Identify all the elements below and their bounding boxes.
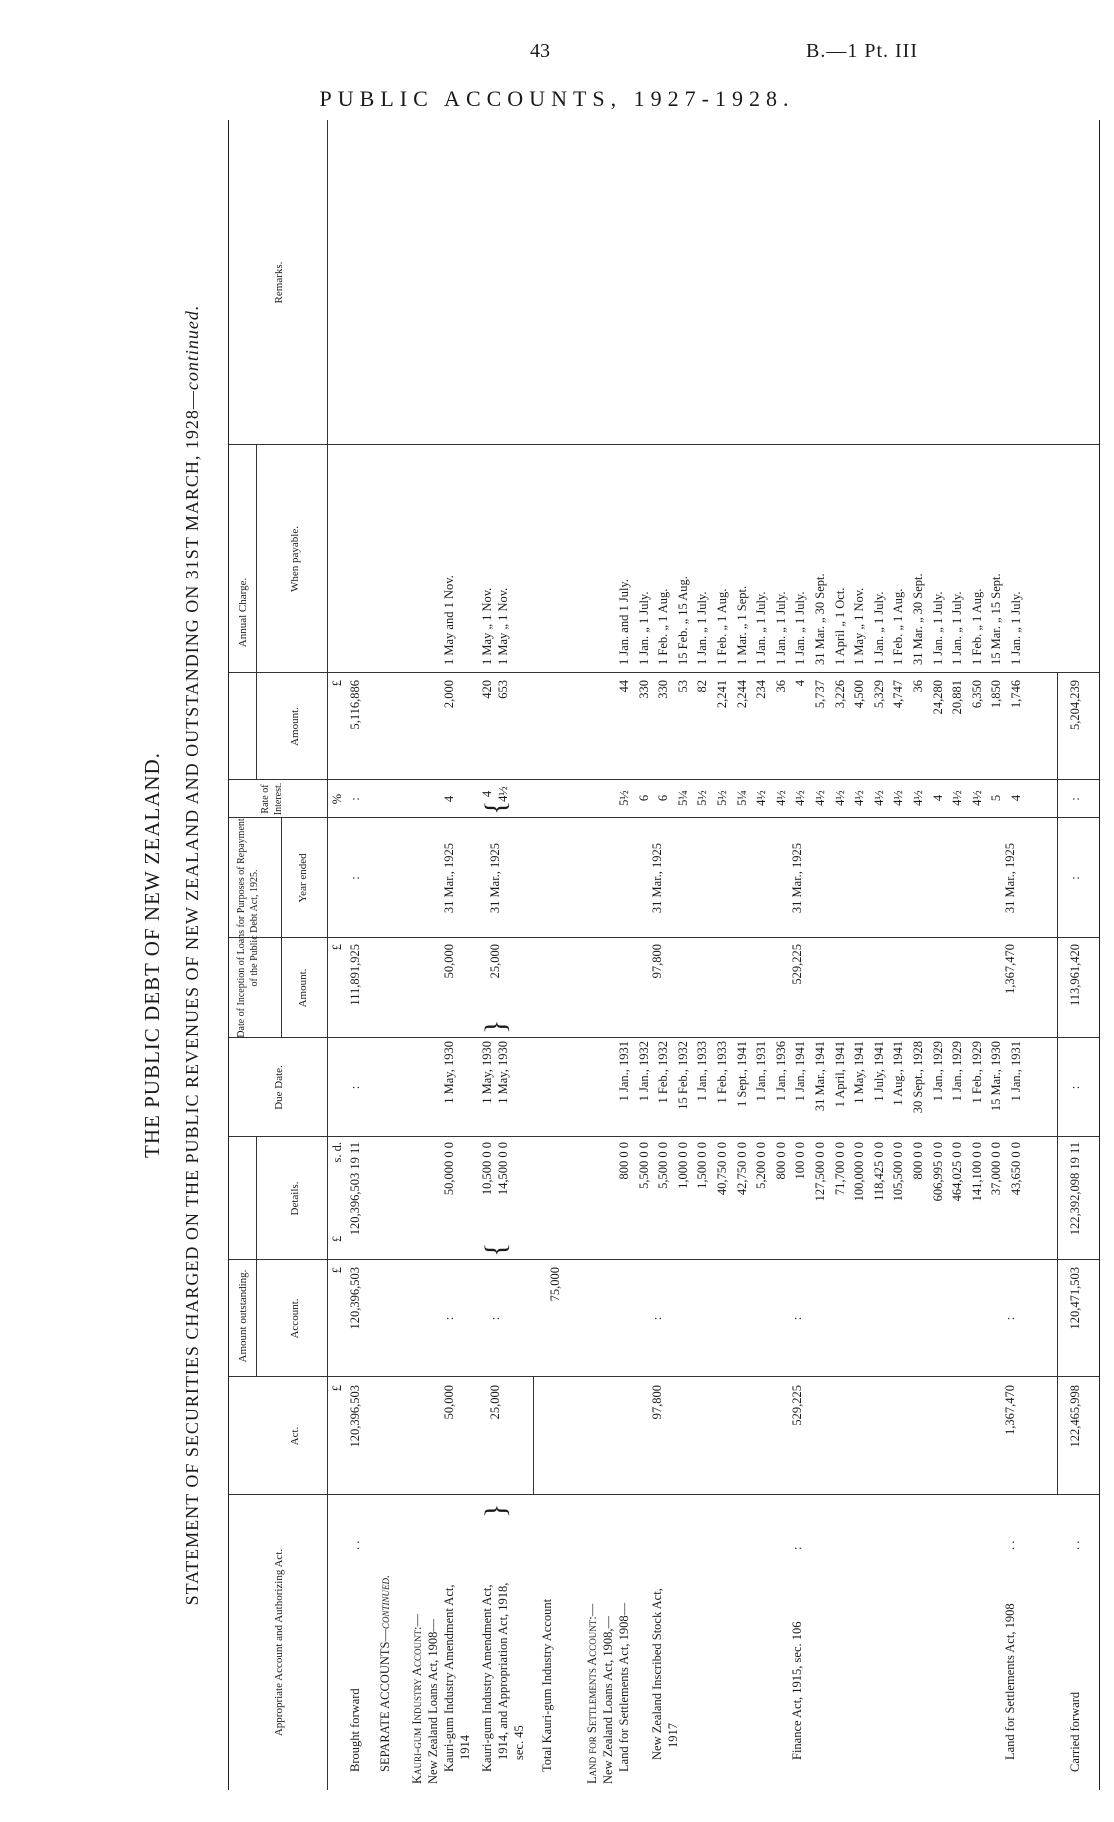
land-row-annual: 4 <box>793 680 808 687</box>
land-row-when: 1 Feb. „ 1 Aug. <box>891 588 906 665</box>
kauri-row2-act: 25,000 <box>488 1385 502 1420</box>
land-row-annual: 53 <box>675 680 690 693</box>
land-row-rate: 4½ <box>832 790 847 806</box>
column-header-account-col: Account. <box>289 1298 301 1339</box>
kauri-row1-due: 1 May, 1930 <box>442 1041 456 1104</box>
land-row-due: 1 Feb., 1929 <box>969 1041 984 1104</box>
land-row-details: 800 0 0 <box>773 1142 788 1180</box>
carried-forward-rate: : <box>1068 797 1082 801</box>
land-row-details: 5,500 0 0 <box>656 1142 671 1189</box>
leader-dots: . . <box>1003 1540 1017 1550</box>
column-header-when-payable: When payable. <box>289 526 301 592</box>
separate-accounts-heading <box>377 1575 394 1772</box>
land-group-act: 97,800 <box>650 1385 664 1420</box>
land-row-annual: 20,881 <box>950 680 965 715</box>
land-row-when: 1 Feb. „ 1 Aug. <box>656 588 671 665</box>
land-row-details: 5,500 0 0 <box>636 1142 651 1189</box>
kauri-row2-rate: 4½ <box>496 786 510 802</box>
land-act: New Zealand Loans Act, 1908,— <box>601 1615 615 1784</box>
land-act: 1917 <box>666 1723 680 1748</box>
subtitle-text: STATEMENT OF SECURITIES CHARGED ON THE PUBLIC REVENUES OF NEW ZEALAND AND OUTSTANDING ON 31ST MARCH, 1928— <box>182 390 202 1606</box>
brace-icon: } <box>479 1019 512 1034</box>
land-row-when: 1 Jan. „ 1 July. <box>793 591 808 665</box>
land-row-annual: 82 <box>695 680 710 693</box>
carried-forward-act: 122,465,998 <box>1068 1385 1082 1448</box>
land-row-due: 1 Feb., 1932 <box>656 1041 671 1104</box>
land-row-when: 1 Jan. „ 1 July. <box>695 591 710 665</box>
land-row-annual: 3,226 <box>832 680 847 709</box>
land-row-annual: 330 <box>656 680 671 699</box>
kauri-row2-inception: 25,000 <box>488 944 502 979</box>
kauri-row2-rate: 4 <box>480 790 494 798</box>
land-row-rate: 4½ <box>793 790 808 806</box>
land-row-annual: 234 <box>754 680 769 699</box>
land-row-due: 1 Jan., 1936 <box>773 1041 788 1102</box>
land-group-year: 31 Mar., 1925 <box>650 842 664 914</box>
kauri-row2-details: 14,500 0 0 <box>496 1142 510 1196</box>
land-row-when: 1 Jan. and 1 July. <box>617 579 631 665</box>
land-row-annual: 330 <box>636 680 651 699</box>
brought-forward-inception: 111,891,925 <box>348 944 362 1006</box>
column-header-annual-charge: Annual Charge. <box>237 577 249 648</box>
brought-forward-annual: 5,116,886 <box>348 680 362 730</box>
column-header-inception: Date of Inception of Loans for Purposes of Repayment of the Public Debt Act, 1925. <box>236 818 260 1038</box>
leader-dots: . . <box>1068 1540 1082 1550</box>
land-row-due: 1 Jan., 1931 <box>617 1041 631 1102</box>
kauri-row1-when: 1 May and 1 Nov. <box>442 575 456 665</box>
carried-forward-label: Carried forward <box>1068 1691 1082 1772</box>
kauri-row1-account: : <box>442 1316 456 1321</box>
land-row-due: 1 Feb., 1933 <box>715 1041 729 1104</box>
land-row-details: 37,000 0 0 <box>989 1142 1004 1196</box>
rotated-table-sheet <box>140 120 1105 1790</box>
carried-forward-account: 120,471,503 <box>1068 1267 1082 1330</box>
land-row-rate: 4½ <box>754 790 769 806</box>
land-row-due: 1 Jan., 1929 <box>950 1041 965 1102</box>
land-row-due: 1 Aug., 1941 <box>891 1041 906 1106</box>
land-row-rate: 4½ <box>969 790 984 806</box>
column-header-details: Details. <box>289 1181 301 1216</box>
kauri-act: 1914, and Appropriation Act, 1918, <box>496 1582 510 1760</box>
brought-forward-account: 120,396,503 <box>348 1267 362 1330</box>
kauri-total-label: Total Kauri-gum Industry Account <box>540 1598 554 1772</box>
land-row-when: 1 Jan. „ 1 July. <box>930 591 945 665</box>
land-row-when: 31 Mar. „ 30 Sept. <box>813 573 827 665</box>
kauri-act: sec. 45 <box>512 1725 526 1760</box>
land-row-rate: 4 <box>930 794 945 802</box>
land-row-annual: 1,746 <box>1009 680 1023 709</box>
land-row-rate: 4½ <box>891 790 906 806</box>
unit-pound: £ <box>330 680 344 687</box>
land-row-details: 606,995 0 0 <box>930 1142 945 1202</box>
land-row-when: 1 Jan. „ 1 July. <box>773 591 788 665</box>
page-heading: PUBLIC ACCOUNTS, 1927-1928. <box>319 86 795 111</box>
kauri-act: Kauri-gum Industry Amendment Act, <box>480 1584 494 1772</box>
land-group-year: 31 Mar., 1925 <box>1003 842 1017 914</box>
land-row-annual: 4,747 <box>891 680 906 709</box>
land-row-details: 42,750 0 0 <box>734 1142 749 1196</box>
land-row-due: 1 Jan., 1931 <box>754 1041 769 1102</box>
carried-forward-details: 122,392,098 19 11 <box>1068 1142 1082 1236</box>
land-row-rate: 5½ <box>695 790 710 806</box>
land-row-annual: 1,850 <box>989 680 1004 709</box>
land-row-details: 105,500 0 0 <box>891 1142 906 1202</box>
brace-icon: { <box>479 1242 512 1257</box>
land-row-details: 43,650 0 0 <box>1009 1142 1023 1196</box>
column-header-year-ended: Year ended <box>297 853 309 903</box>
kauri-row2-annual: 653 <box>496 680 510 699</box>
land-row-details: 100 0 0 <box>793 1142 808 1180</box>
land-row-rate: 5½ <box>617 790 631 806</box>
land-row-due: 30 Sept., 1928 <box>911 1041 925 1114</box>
land-row-when: 15 Mar. „ 15 Sept. <box>989 573 1004 665</box>
kauri-row2-details: 10,500 0 0 <box>480 1142 494 1196</box>
table-subtitle <box>182 120 203 1790</box>
land-row-rate: 6 <box>656 794 671 802</box>
land-act: New Zealand Inscribed Stock Act, <box>650 1588 664 1760</box>
land-row-due: 15 Mar., 1930 <box>989 1041 1004 1112</box>
kauri-row2-due: 1 May, 1930 <box>480 1041 494 1104</box>
land-row-when: 1 April „ 1 Oct. <box>832 587 847 665</box>
land-row-due: 1 May, 1941 <box>852 1041 867 1104</box>
land-row-annual: 2,241 <box>715 680 729 709</box>
land-row-due: 1 April, 1941 <box>832 1041 847 1108</box>
kauri-act: 1914 <box>458 1735 472 1760</box>
carried-forward-due: : <box>1068 1085 1082 1090</box>
document-reference: B.—1 Pt. III <box>806 40 918 62</box>
carried-forward-inception: 113,961,420 <box>1068 944 1082 1007</box>
unit-sd: s. d. <box>330 1142 344 1163</box>
kauri-row2-year: 31 Mar., 1925 <box>488 842 502 914</box>
land-group-account: : <box>1003 1316 1017 1321</box>
land-row-rate: 4½ <box>813 790 827 806</box>
land-row-due: 1 Jan., 1929 <box>930 1041 945 1102</box>
unit-pound: £ <box>330 944 344 951</box>
land-row-annual: 24,280 <box>930 680 945 715</box>
brought-forward-rate: : <box>348 797 362 801</box>
land-row-rate: 5 <box>989 794 1004 802</box>
column-header-due-date: Due Date. <box>273 1065 285 1110</box>
land-row-annual: 4,500 <box>852 680 867 709</box>
land-row-rate: 4½ <box>871 790 886 806</box>
leader-dots: : <box>790 1546 804 1550</box>
kauri-row2-annual: 420 <box>480 680 494 699</box>
land-row-due: 1 July, 1941 <box>871 1041 886 1102</box>
brought-forward-label: Brought forward <box>348 1688 362 1772</box>
land-group-year: 31 Mar., 1925 <box>790 842 804 914</box>
land-row-when: 1 Jan. „ 1 July. <box>754 591 769 665</box>
column-header-account: Appropriate Account and Authorizing Act. <box>273 1548 285 1737</box>
land-row-details: 800 0 0 <box>911 1142 925 1180</box>
land-row-due: 31 Mar., 1941 <box>813 1041 827 1112</box>
kauri-row1-details: 50,000 0 0 <box>442 1142 456 1196</box>
land-group-inception: 529,225 <box>790 944 804 985</box>
land-heading: Land for Settlements Account:— <box>585 1603 599 1784</box>
securities-table <box>228 120 1100 1790</box>
land-row-annual: 36 <box>773 680 788 693</box>
land-row-annual: 36 <box>911 680 925 693</box>
land-row-when: 1 Jan. „ 1 July. <box>1009 591 1023 665</box>
land-row-due: 15 Feb., 1932 <box>675 1041 690 1110</box>
subtitle-suffix: continued. <box>182 304 202 391</box>
land-row-when: 1 Feb. „ 1 Aug. <box>715 588 729 665</box>
land-row-annual: 5,329 <box>871 680 886 709</box>
column-header-amount-outstanding: Amount outstanding. <box>237 1269 249 1363</box>
brought-forward-details: 120,396,503 19 11 <box>348 1142 362 1236</box>
land-row-due: 1 Jan., 1933 <box>695 1041 710 1102</box>
page-number: 43 <box>530 40 550 62</box>
land-row-annual: 5,737 <box>813 680 827 709</box>
land-row-details: 127,500 0 0 <box>813 1142 827 1202</box>
leader-dots: . . <box>348 1540 362 1550</box>
unit-pound: £ <box>330 1385 344 1392</box>
separate-accounts-suffix: continued. <box>378 1574 392 1630</box>
separate-accounts-label: SEPARATE ACCOUNTS— <box>378 1629 392 1772</box>
kauri-heading: Kauri-gum Industry Account:— <box>410 1614 424 1784</box>
page-header <box>0 0 1114 130</box>
land-row-annual: 44 <box>617 680 631 693</box>
land-act: Finance Act, 1915, sec. 106 <box>790 1621 804 1760</box>
land-row-annual: 6,350 <box>969 680 984 709</box>
land-row-rate: 4½ <box>852 790 867 806</box>
land-act: Land for Settlements Act, 1908 <box>1003 1603 1017 1760</box>
column-header-rate: Rate of Interest. <box>260 782 284 816</box>
land-row-due: 1 Jan., 1941 <box>793 1041 808 1102</box>
kauri-row2-when: 1 May „ 1 Nov. <box>496 587 510 665</box>
land-row-when: 31 Mar. „ 30 Sept. <box>911 573 925 665</box>
unit-pound: £ <box>330 1235 344 1242</box>
land-act: Land for Settlements Act, 1908— <box>617 1602 631 1772</box>
land-group-inception: 97,800 <box>650 944 664 979</box>
land-row-details: 40,750 0 0 <box>715 1142 729 1196</box>
land-row-when: 1 Feb. „ 1 Aug. <box>969 588 984 665</box>
brought-forward-act: 120,396,503 <box>348 1385 362 1448</box>
land-row-details: 71,700 0 0 <box>832 1142 847 1196</box>
land-row-rate: 4½ <box>773 790 788 806</box>
land-row-due: 1 Sept., 1941 <box>734 1041 749 1107</box>
column-header-act: Act. <box>289 1426 301 1446</box>
land-row-details: 1,000 0 0 <box>675 1142 690 1189</box>
brought-forward-year: : <box>348 876 362 880</box>
land-row-details: 5,200 0 0 <box>754 1142 769 1189</box>
land-row-when: 1 Mar. „ 1 Sept. <box>734 585 749 665</box>
kauri-act: Kauri-gum Industry Amendment Act, <box>442 1584 456 1772</box>
brace-icon: } <box>479 1503 512 1518</box>
land-row-rate: 5¼ <box>675 790 690 806</box>
carried-forward-annual: 5,204,239 <box>1068 680 1082 730</box>
land-row-details: 100,000 0 0 <box>852 1142 867 1202</box>
land-row-rate: 4½ <box>950 790 965 806</box>
land-group-account: : <box>650 1316 664 1321</box>
land-row-details: 800 0 0 <box>617 1142 631 1180</box>
kauri-row1-year: 31 Mar., 1925 <box>442 842 456 914</box>
kauri-row1-rate: 4 <box>442 795 456 803</box>
land-row-when: 1 Jan. „ 1 July. <box>950 591 965 665</box>
land-row-details: 141,100 0 0 <box>969 1142 984 1202</box>
column-header-remarks: Remarks. <box>273 261 285 304</box>
kauri-row2-due: 1 May, 1930 <box>496 1041 510 1104</box>
land-row-due: 1 Jan., 1932 <box>636 1041 651 1102</box>
land-row-when: 1 May „ 1 Nov. <box>852 587 867 665</box>
land-row-when: 15 Feb. „ 15 Aug. <box>675 576 690 665</box>
land-row-details: 1,500 0 0 <box>695 1142 710 1189</box>
table-title: THE PUBLIC DEBT OF NEW ZEALAND. <box>140 752 164 1158</box>
kauri-act: New Zealand Loans Act, 1908— <box>426 1619 440 1784</box>
kauri-row1-inception: 50,000 <box>442 944 456 979</box>
land-row-details: 118,425 0 0 <box>871 1142 886 1201</box>
land-row-annual: 2,244 <box>734 680 749 709</box>
land-row-rate: 5½ <box>715 790 729 806</box>
kauri-row2-when: 1 May „ 1 Nov. <box>480 587 494 665</box>
kauri-row1-annual: 2,000 <box>442 680 456 709</box>
land-row-details: 464,025 0 0 <box>950 1142 965 1202</box>
brace-icon: { <box>479 800 512 815</box>
unit-pound: £ <box>330 1267 344 1274</box>
column-header-annual-amount: Amount. <box>289 707 301 746</box>
land-row-when: 1 Jan. „ 1 July. <box>871 591 886 665</box>
column-header-inception-amount: Amount. <box>297 968 309 1008</box>
land-row-rate: 6 <box>636 794 651 802</box>
kauri-row1-act: 50,000 <box>442 1385 456 1420</box>
unit-percent: % <box>330 793 344 805</box>
land-group-act: 529,225 <box>790 1385 804 1426</box>
kauri-row2-account: : <box>488 1316 502 1321</box>
land-group-act: 1,367,470 <box>1003 1385 1017 1435</box>
land-group-inception: 1,367,470 <box>1003 944 1017 994</box>
land-row-when: 1 Jan. „ 1 July. <box>636 591 651 665</box>
land-row-rate: 4 <box>1009 794 1023 802</box>
land-group-account: : <box>790 1316 804 1321</box>
land-row-due: 1 Jan., 1931 <box>1009 1041 1023 1102</box>
kauri-total: 75,000 <box>548 1267 562 1302</box>
brought-forward-due: : <box>348 1085 362 1090</box>
land-row-rate: 5¼ <box>734 790 749 806</box>
land-row-rate: 4½ <box>911 790 925 806</box>
carried-forward-year: : <box>1068 876 1082 880</box>
